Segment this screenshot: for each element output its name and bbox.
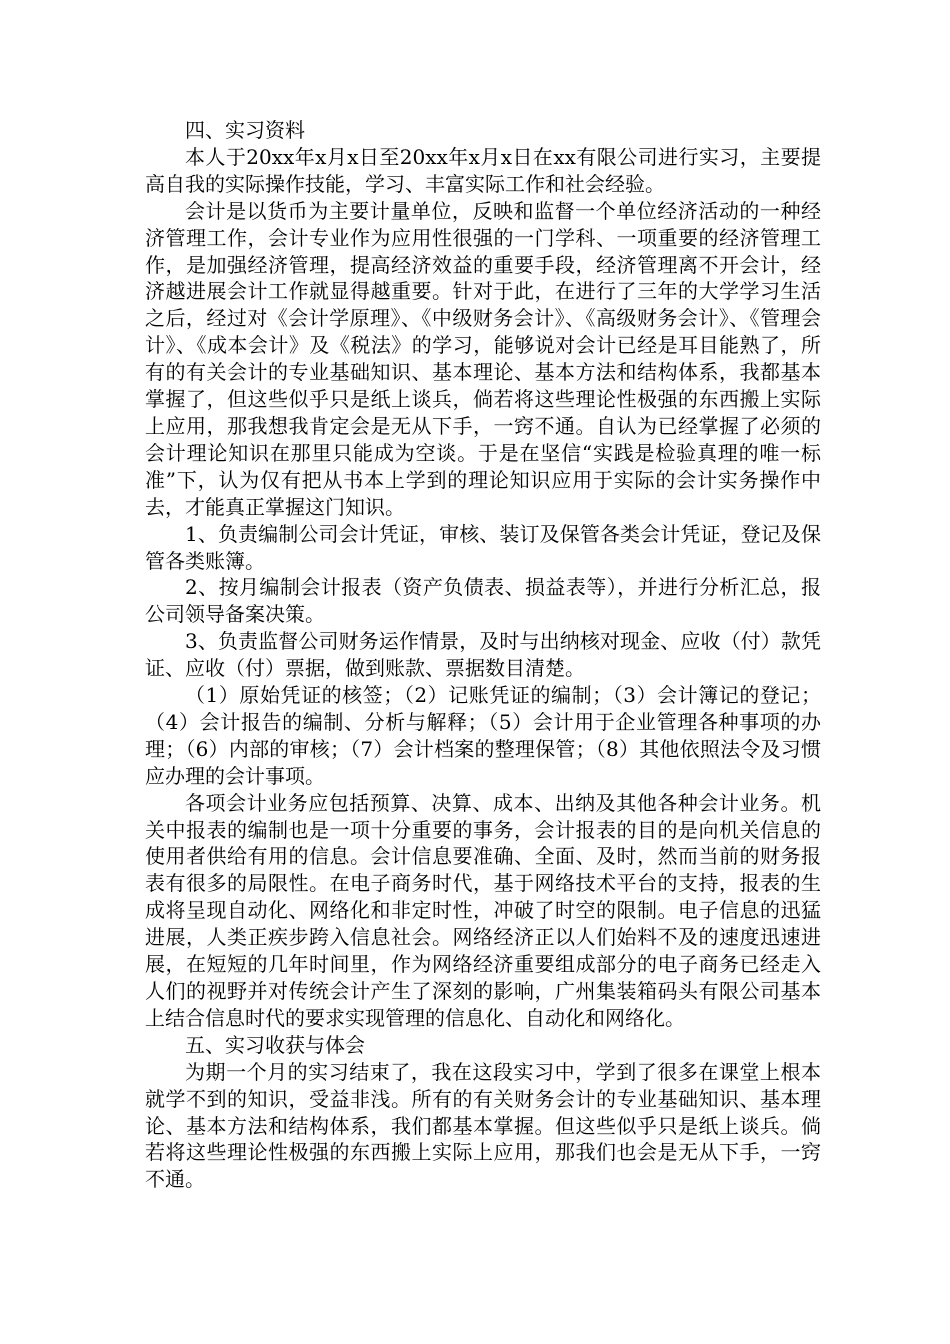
- section-heading-internship-materials: 四、实习资料: [185, 118, 305, 142]
- paragraph-accounting-overview: 会计是以货币为主要计量单位，反映和监督一个单位经济活动的一种经济管理工作，会计专业作为应用性很强的一门学科、一项重要的经济管理工作，是加强经济管理，提高经济效益的重要手段，经济管理离不开会计，经济越进展会计工作就显得越重要。针对于此，在进行了三年的大学学习生活之后，经过对《会计学原理》、《中级财务会计》、《高级财务会计》、《管理会计》、《成本会计》及《税法》的学习，能够说对会计已经是耳目能熟了，所有的有关会计的专业基础知识、基本理论、基本方法和结构体系，我都基本掌握了，但这些似乎只是纸上谈兵，倘若将这些理论性极强的东西搬上实际上应用，那我想我肯定会是无从下手，一窍不通。自认为已经掌握了必须的会计理论知识在那里只能成为空谈。于是在坚信“实践是检验真理的唯一标准”下，认为仅有把从书本上学到的理论知识应用于实际的会计实务操作中去，才能真正掌握这门知识。: [145, 198, 821, 519]
- paragraph-accounting-items: （1）原始凭证的核签；（2）记账凭证的编制；（3）会计簿记的登记；（4）会计报告的编制、分析与解释；（5）会计用于企业管理各种事项的办理；（6）内部的审核；（7）会计档案的整理保管；（8）其他依照法令及习惯应办理的会计事项。: [145, 683, 821, 788]
- paragraph-duty-2: 2、按月编制会计报表（资产负债表、损益表等），并进行分析汇总，报公司领导备案决策。: [145, 575, 821, 627]
- section-heading-gains-and-reflections: 五、实习收获与体会: [185, 1032, 365, 1057]
- paragraph-duty-3: 3、负责监督公司财务运作情景，及时与出纳核对现金、应收（付）款凭证、应收（付）票据，做到账款、票据数目清楚。: [145, 629, 821, 681]
- paragraph-accounting-business: 各项会计业务应包括预算、决算、成本、出纳及其他各种会计业务。机关中报表的编制也是一项十分重要的事务，会计报表的目的是向机关信息的使用者供给有用的信息。会计信息要准确、全面、及时，然而当前的财务报表有很多的局限性。在电子商务时代，基于网络技术平台的支持，报表的生成将呈现自动化、网络化和非定时性，冲破了时空的限制。电子信息的迅猛进展，人类正疾步跨入信息社会。网络经济正以人们始料不及的速度迅速进展，在短短的几年时间里，作为网络经济重要组成部分的电子商务已经走入人们的视野并对传统会计产生了深刻的影响，广州集装箱码头有限公司基本上结合信息时代的要求实现管理的信息化、自动化和网络化。: [145, 790, 821, 1030]
- document-page: [145, 117, 821, 1193]
- paragraph-duty-1: 1、负责编制公司会计凭证，审核、装订及保管各类会计凭证，登记及保管各类账簿。: [145, 521, 821, 573]
- paragraph-internship-period: 本人于20xx年x月x日至20xx年x月x日在xx有限公司进行实习，主要提高自我的实际操作技能，学习、丰富实际工作和社会经验。: [145, 144, 821, 196]
- paragraph-conclusion: 为期一个月的实习结束了，我在这段实习中，学到了很多在课堂上根本就学不到的知识，受益非浅。所有的有关财务会计的专业基础知识、基本理论、基本方法和结构体系，我们都基本掌握。但这些似乎只是纸上谈兵。倘若将这些理论性极强的东西搬上实际上应用，那我们也会是无从下手，一窍不通。: [145, 1059, 821, 1192]
